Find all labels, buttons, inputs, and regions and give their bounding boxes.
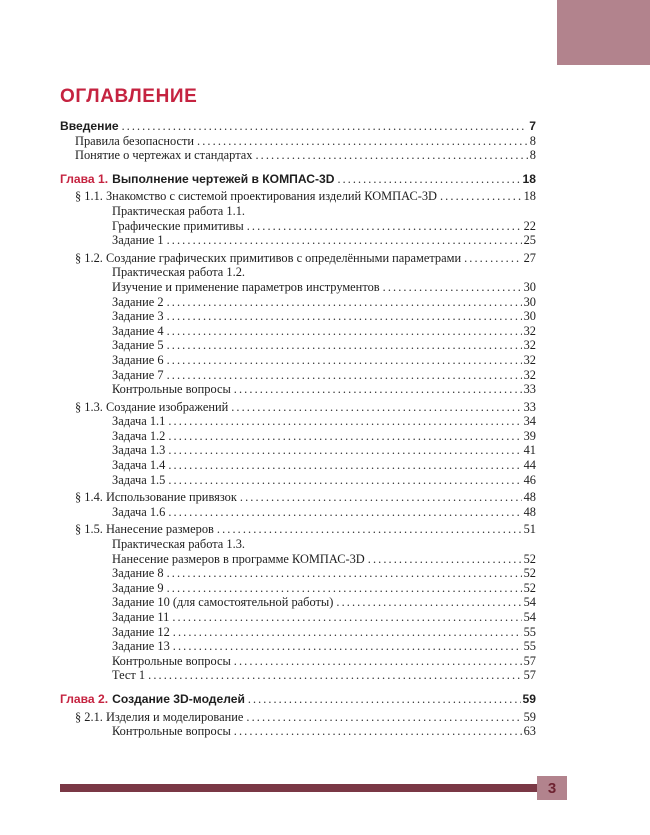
toc-entry: [60, 148, 536, 163]
toc-entry: [60, 219, 536, 234]
dot-leader: [234, 382, 522, 397]
toc-entry: [60, 295, 536, 310]
dot-leader: [234, 654, 522, 669]
entry-page-number: 57: [523, 668, 536, 683]
toc-entry: [60, 353, 536, 368]
dot-leader: [231, 400, 521, 415]
toc-entry: [60, 400, 536, 415]
chapter-prefix: Глава 1.: [60, 171, 109, 186]
entry-page-number: 8: [529, 148, 536, 163]
entry-page-number: 48: [523, 490, 536, 505]
entry-title: Задание 1: [112, 233, 164, 248]
dot-leader: [248, 692, 521, 707]
dot-leader: [168, 429, 521, 444]
toc-entry: [60, 443, 536, 458]
entry-page-number: 52: [523, 566, 536, 581]
entry-title: § 1.2. Создание графических примитивов с определёнными параметрами: [75, 250, 462, 265]
entry-title: Задача 1.6: [112, 504, 166, 519]
toc-entry: [60, 251, 536, 266]
dot-leader: [167, 368, 522, 383]
toc-entry: [60, 382, 536, 397]
entry-page-number: 32: [523, 338, 536, 353]
entry-page-number: 39: [523, 428, 536, 443]
dot-leader: [440, 189, 522, 204]
entry-page-number: 59: [523, 709, 536, 724]
entry-page-number: 32: [523, 352, 536, 367]
toc-entry: [60, 724, 536, 739]
toc-entry: [60, 595, 536, 610]
entry-page-number: 55: [523, 639, 536, 654]
entry-title: Задание 8: [112, 566, 164, 581]
entry-page-number: 7: [529, 119, 536, 133]
entry-page-number: 54: [523, 595, 536, 610]
top-right-decoration: [557, 0, 650, 65]
dot-leader: [167, 581, 522, 596]
toc-entry: [60, 338, 536, 353]
toc-entry: [60, 668, 536, 683]
entry-title: Задание 7: [112, 367, 164, 382]
dot-leader: [173, 639, 522, 654]
toc-entry: [60, 324, 536, 339]
dot-leader: [167, 566, 522, 581]
entry-title: Графические примитивы: [112, 218, 244, 233]
entry-title: Контрольные вопросы: [112, 382, 231, 397]
entry-title: Задание 13: [112, 639, 170, 654]
entry-title: Задача 1.2: [112, 428, 166, 443]
entry-title: Задание 6: [112, 352, 164, 367]
toc-list: [60, 119, 536, 739]
entry-title: Практическая работа 1.3.: [112, 537, 245, 552]
dot-leader: [167, 338, 522, 353]
toc-entry: [60, 265, 536, 280]
entry-title: Выполнение чертежей в КОМПАС-3D: [112, 171, 335, 186]
footer-rule: [60, 784, 537, 792]
toc-entry: [60, 189, 536, 204]
dot-leader: [168, 505, 521, 520]
dot-leader: [240, 490, 522, 505]
entry-page-number: 8: [529, 133, 536, 148]
entry-page-number: 18: [523, 189, 536, 204]
entry-title: Задание 11: [112, 610, 170, 624]
entry-title: § 1.1. Знакомство с системой проектирования изделий КОМПАС-3D: [75, 189, 437, 204]
entry-page-number: 54: [523, 610, 536, 624]
entry-title: Тест 1: [112, 668, 146, 683]
dot-leader: [197, 134, 528, 149]
entry-page-number: 18: [522, 171, 536, 186]
toc-entry: [60, 710, 536, 725]
entry-title: § 2.1. Изделия и моделирование: [75, 709, 244, 724]
dot-leader: [167, 309, 522, 324]
entry-page-number: 30: [523, 294, 536, 309]
toc-entry: [60, 505, 536, 520]
entry-page-number: 33: [523, 382, 536, 397]
entry-title: Задание 3: [112, 309, 164, 324]
entry-title: Задание 4: [112, 323, 164, 338]
entry-title: § 1.3. Создание изображений: [75, 399, 229, 414]
entry-page-number: 33: [523, 399, 536, 414]
entry-page-number: 41: [523, 443, 536, 458]
entry-title: Задача 1.4: [112, 458, 166, 473]
toc-entry: [60, 429, 536, 444]
dot-leader: [368, 552, 522, 567]
entry-page-number: 59: [522, 691, 536, 706]
entry-title: Понятие о чертежах и стандартах: [75, 148, 253, 163]
entry-page-number: 30: [523, 279, 536, 294]
entry-page-number: 51: [523, 522, 536, 537]
toc-entry: [60, 280, 536, 295]
dot-leader: [172, 610, 521, 625]
dot-leader: [173, 625, 522, 640]
entry-title: Правила безопасности: [75, 133, 195, 148]
entry-title: Задача 1.3: [112, 443, 166, 458]
dot-leader: [167, 233, 522, 248]
toc-entry: [60, 414, 536, 429]
entry-title: Введение: [60, 119, 119, 133]
dot-leader: [338, 172, 521, 187]
entry-page-number: 48: [523, 504, 536, 519]
toc-entry: [60, 368, 536, 383]
dot-leader: [168, 443, 521, 458]
toc-entry: [60, 204, 536, 219]
dot-leader: [168, 458, 521, 473]
entry-page-number: 57: [523, 653, 536, 668]
entry-page-number: 52: [523, 580, 536, 595]
chapter-prefix: Глава 2.: [60, 691, 109, 706]
entry-page-number: 30: [523, 309, 536, 324]
dot-leader: [148, 668, 521, 683]
entry-page-number: 46: [523, 472, 536, 487]
entry-title: Задание 2: [112, 294, 164, 309]
entry-page-number: 27: [523, 250, 536, 265]
dot-leader: [168, 473, 521, 488]
dot-leader: [247, 219, 522, 234]
dot-leader: [167, 324, 522, 339]
dot-leader: [246, 710, 521, 725]
entry-title: Задача 1.1: [112, 414, 166, 429]
toc-entry: [60, 537, 536, 552]
entry-title: Нанесение размеров в программе КОМПАС-3D: [112, 551, 365, 566]
entry-page-number: 32: [523, 323, 536, 338]
entry-page-number: 25: [523, 233, 536, 248]
toc-entry: [60, 172, 536, 187]
dot-leader: [122, 119, 528, 134]
dot-leader: [255, 148, 527, 163]
dot-leader: [336, 595, 521, 610]
entry-title: Задание 9: [112, 580, 164, 595]
entry-title: Создание 3D-моделей: [112, 691, 245, 706]
entry-title: Задание 12: [112, 624, 170, 639]
toc-entry: [60, 134, 536, 149]
entry-page-number: 55: [523, 624, 536, 639]
dot-leader: [167, 353, 522, 368]
toc-entry: [60, 490, 536, 505]
toc-entry: [60, 458, 536, 473]
entry-title: Задание 10 (для самостоятельной работы): [112, 595, 334, 610]
entry-title: Изучение и применение параметров инструментов: [112, 279, 380, 294]
toc-entry: [60, 639, 536, 654]
entry-title: § 1.4. Использование привязок: [75, 490, 237, 505]
dot-leader: [464, 251, 522, 266]
entry-title: Контрольные вопросы: [112, 653, 231, 668]
toc-entry: [60, 522, 536, 537]
toc-entry: [60, 610, 536, 625]
toc-entry: [60, 692, 536, 707]
dot-leader: [217, 522, 522, 537]
entry-title: § 1.5. Нанесение размеров: [75, 522, 214, 537]
entry-page-number: 44: [523, 458, 536, 473]
toc-entry: [60, 654, 536, 669]
entry-title: Практическая работа 1.1.: [112, 203, 245, 218]
dot-leader: [234, 724, 522, 739]
entry-title: Практическая работа 1.2.: [112, 265, 245, 280]
page-number: 3: [547, 779, 557, 797]
entry-title: Контрольные вопросы: [112, 724, 231, 739]
page-title: ОГЛАВЛЕНИЕ: [60, 86, 198, 107]
entry-title: Задание 5: [112, 338, 164, 353]
toc-entry: [60, 581, 536, 596]
toc-entry: [60, 119, 536, 134]
entry-page-number: 52: [523, 551, 536, 566]
entry-page-number: 22: [523, 218, 536, 233]
toc-entry: [60, 473, 536, 488]
entry-page-number: 63: [523, 724, 536, 739]
dot-leader: [167, 295, 522, 310]
toc-entry: [60, 309, 536, 324]
dot-leader: [383, 280, 522, 295]
toc-entry: [60, 625, 536, 640]
toc-entry: [60, 552, 536, 567]
toc-entry: [60, 233, 536, 248]
toc-entry: [60, 566, 536, 581]
entry-title: Задача 1.5: [112, 472, 166, 487]
dot-leader: [168, 414, 521, 429]
entry-page-number: 32: [523, 367, 536, 382]
page-number-badge: [537, 776, 567, 800]
entry-page-number: 34: [523, 414, 536, 429]
